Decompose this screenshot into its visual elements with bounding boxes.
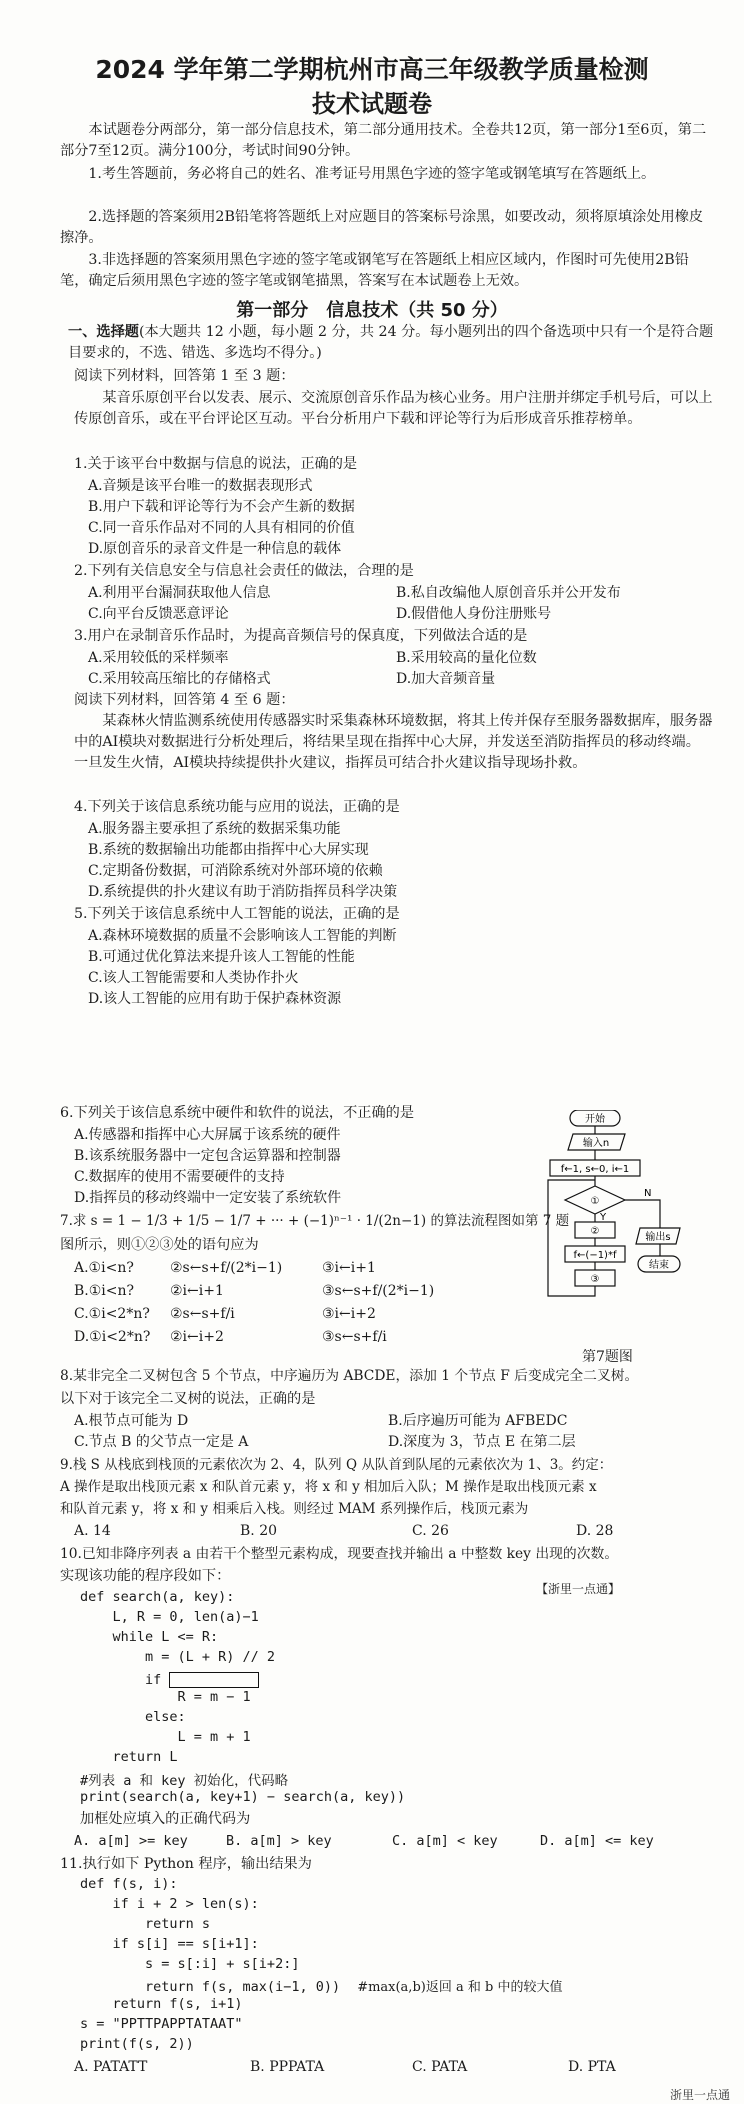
q7-option-d-3: ③s←s+f/i (322, 1329, 387, 1345)
q3-option-d: D.加大音频音量 (396, 671, 496, 687)
q7-figure-caption: 第7题图 (582, 1349, 633, 1365)
stamp-watermark: 【浙里一点通】 (536, 1582, 621, 1596)
q11-code-line-5: s = s[:i] + s[i+2:] (80, 1956, 300, 1972)
flowchart-output-label: 输出s (645, 1232, 671, 1243)
q4-option-d: D.系统提供的扑火建议有助于消防指挥员科学决策 (88, 884, 398, 900)
q3-option-b: B.采用较高的量化位数 (396, 650, 537, 666)
instructions-note-1: 1.考生答题前，务必将自己的姓名、准考证号用黑色字迹的签字笔或钢笔填写在答题纸上。 (88, 166, 656, 182)
q8-option-d: D.深度为 3，节点 E 在第二层 (388, 1434, 576, 1450)
flowchart-start-label: 开始 (585, 1114, 605, 1125)
q2-option-c: C.向平台反馈恶意评论 (88, 606, 229, 622)
q7-option-c-2: ②s←s+f/i (170, 1306, 235, 1322)
q10-code-line-1: def search(a, key): (80, 1589, 235, 1605)
q7-option-b-2: ②i←i+1 (170, 1283, 224, 1299)
q6-option-d: D.指挥员的移动终端中一定安装了系统软件 (74, 1190, 342, 1206)
q9-option-b: B. 20 (240, 1523, 278, 1539)
q10-code-line-9: return L (80, 1749, 178, 1765)
q10-code-line-11: print(search(a, key+1) − search(a, key)) (80, 1789, 406, 1805)
q1-option-a: A.音频是该平台唯一的数据表现形式 (88, 478, 313, 494)
q10-code-line-4: m = (L + R) // 2 (80, 1649, 276, 1665)
q1-option-d: D.原创音乐的录音文件是一种信息的载体 (88, 541, 342, 557)
q9-option-d: D. 28 (576, 1523, 614, 1539)
q10-stem-2: 实现该功能的程序段如下： (60, 1568, 231, 1584)
q6-option-a: A.传感器和指挥中心大屏属于该系统的硬件 (74, 1127, 341, 1143)
q11-code-line-7: return f(s, i+1) (80, 1996, 243, 2012)
q8-stem-2: 以下对于该完全二叉树的说法，正确的是 (60, 1391, 316, 1407)
q3-option-c: C.采用较高压缩比的存储格式 (88, 671, 271, 687)
q10-option-d: D. a[m] <= key (540, 1833, 654, 1849)
q2-option-b: B.私自改编他人原创音乐并公开发布 (396, 585, 621, 601)
exam-subtitle: 技术试题卷 (312, 90, 432, 118)
flowchart-flip-label: f←(−1)*f (573, 1250, 617, 1261)
instructions-note-2: 2.选择题的答案须用2B铅笔将答题纸上对应题目的答案标号涂黑，如要改动，须将原填涂处用橡皮擦净。 (60, 209, 704, 246)
q8-stem: 8.某非完全二叉树包含 5 个节点，中序遍历为 ABCDE，添加 1 个节点 F 后变成完全二叉树。 (60, 1368, 639, 1384)
choice-heading: 一、选择题 (68, 324, 139, 340)
q11-stem: 11.执行如下 Python 程序，输出结果为 (60, 1856, 312, 1872)
q11-code-line-6 (80, 1976, 562, 1995)
q2-option-a: A.利用平台漏洞获取他人信息 (88, 585, 271, 601)
q6-option-c: C.数据库的使用不需要硬件的支持 (74, 1169, 285, 1185)
q11-code-line-4: if s[i] == s[i+1]: (80, 1936, 259, 1952)
q5-option-b: B.可通过优化算法来提升该人工智能的性能 (88, 949, 355, 965)
flowchart-step3-label: ③ (590, 1274, 600, 1285)
q3-stem: 3.用户在录制音乐作品时，为提高音频信号的保真度，下列做法合适的是 (74, 628, 528, 644)
q8-option-a: A.根节点可能为 D (74, 1413, 189, 1429)
instructions-note-3: 3.非选择题的答案须用黑色字迹的签字笔或钢笔写在答题纸上相应区域内，作图时可先使用2B铅笔，确定后须用黑色字迹的签字笔或钢笔描黑，答案写在本试题卷上无效。 (60, 252, 689, 289)
flowchart-no-label: N (644, 1188, 652, 1199)
q1-option-c: C.同一音乐作品对不同的人具有相同的价值 (88, 520, 355, 536)
q7-option-a-2: ②s←s+f/(2*i−1) (170, 1260, 283, 1276)
q11-option-a: A. PATATT (74, 2059, 148, 2075)
q10-code-line-6: R = m − 1 (80, 1689, 251, 1705)
q10-answer-box (169, 1672, 259, 1688)
q9-line-2: A 操作是取出栈顶元素 x 和队首元素 y，将 x 和 y 相加后入队；M 操作是取出栈顶元素 x (60, 1479, 597, 1495)
footer-watermark: 浙里一点通 (670, 2088, 731, 2102)
q9-line-3: 和队首元素 y，将 x 和 y 相乘后入栈。则经过 MAM 系列操作后，栈顶元素为 (60, 1501, 529, 1517)
flowchart-yes-label: Y (600, 1212, 607, 1223)
q2-option-d: D.假借他人身份注册账号 (396, 606, 552, 622)
q1-option-b: B.用户下载和评论等行为不会产生新的数据 (88, 499, 355, 515)
q10-code-if: if (80, 1672, 170, 1688)
q11-option-c: C. PATA (412, 2059, 468, 2075)
q5-option-d: D.该人工智能的应用有助于保护森林资源 (88, 991, 342, 1007)
q11-code-line-1: def f(s, i): (80, 1876, 178, 1892)
q6-stem: 6.下列关于该信息系统中硬件和软件的说法，不正确的是 (60, 1105, 415, 1121)
flowchart-end-label: 结束 (649, 1260, 669, 1271)
q9-line-1: 9.栈 S 从栈底到栈顶的元素依次为 2、4，队列 Q 从队首到队尾的元素依次为 1、3。约定： (60, 1457, 613, 1473)
q11-code-line-2: if i + 2 > len(s): (80, 1896, 259, 1912)
q11-code-line-3: return s (80, 1916, 211, 1932)
q11-code-line-9: print(f(s, 2)) (80, 2036, 194, 2052)
choice-section-intro (68, 322, 718, 364)
flowchart-step2-label: ② (590, 1226, 600, 1237)
exam-title: 2024 学年第二学期杭州市高三年级教学质量检测 (95, 55, 649, 84)
reading-prompt-1: 阅读下列材料，回答第 1 至 3 题： (74, 368, 295, 384)
q1-stem: 1.关于该平台中数据与信息的说法，正确的是 (74, 456, 358, 472)
q2-stem: 2.下列有关信息安全与信息社会责任的做法，合理的是 (74, 563, 414, 579)
q8-option-b: B.后序遍历可能为 AFBEDC (388, 1413, 568, 1429)
q10-code-line-10: #列表 a 和 key 初始化，代码略 (80, 1773, 289, 1789)
q7-option-b-3: ③s←s+f/(2*i−1) (322, 1283, 435, 1299)
q7-option-a-1: A.①i<n? (74, 1260, 134, 1276)
q11-code-recursive-call: return f(s, max(i−1, 0)) (80, 1979, 341, 1995)
q10-code-line-5 (80, 1669, 259, 1688)
flowchart-init-label: f←1, s←0, i←1 (560, 1164, 630, 1175)
part1-heading: 第一部分 信息技术（共 50 分） (236, 300, 508, 321)
q5-option-c: C.该人工智能需要和人类协作扑火 (88, 970, 299, 986)
q7-option-b-1: B.①i<n? (74, 1283, 135, 1299)
q10-code-line-3: while L <= R: (80, 1629, 219, 1645)
q7-option-d-2: ②i←i+2 (170, 1329, 224, 1345)
q7-option-c-1: C.①i<2*n? (74, 1306, 150, 1322)
q11-option-d: D. PTA (568, 2059, 616, 2075)
reading-prompt-2: 阅读下列材料，回答第 4 至 6 题： (74, 692, 295, 708)
choice-description: (本大题共 12 小题，每小题 2 分，共 24 分。每小题列出的四个备选项中只有一个是符合题目要求的，不选、错选、多选均不得分。) (68, 324, 714, 361)
q10-option-b: B. a[m] > key (226, 1833, 332, 1849)
q8-option-c: C.节点 B 的父节点一定是 A (74, 1434, 249, 1450)
q4-option-a: A.服务器主要承担了系统的数据采集功能 (88, 821, 341, 837)
q10-code-line-8: L = m + 1 (80, 1729, 251, 1745)
q4-stem: 4.下列关于该信息系统功能与应用的说法，正确的是 (74, 799, 400, 815)
q10-ask: 加框处应填入的正确代码为 (80, 1811, 251, 1827)
q4-option-c: C.定期备份数据，可消除系统对外部环境的依赖 (88, 863, 383, 879)
q7-stem-2: 图所示，则①②③处的语句应为 (60, 1237, 259, 1253)
q6-option-b: B.该系统服务器中一定包含运算器和控制器 (74, 1148, 341, 1164)
q10-option-a: A. a[m] >= key (74, 1833, 188, 1849)
q5-option-a: A.森林环境数据的质量不会影响该人工智能的判断 (88, 928, 397, 944)
q10-option-c: C. a[m] < key (392, 1833, 498, 1849)
q9-option-c: C. 26 (412, 1523, 449, 1539)
q3-option-a: A.采用较低的采样频率 (88, 650, 229, 666)
material-2: 某森林火情监测系统使用传感器实时采集森林环境数据，将其上传并保存至服务器数据库，服务器中的AI模块对数据进行分析处理后，将结果呈现在指挥中心大屏，并发送至消防指挥员的移动终端。一旦发生火情，AI模块持续提供扑火建议，指挥员可结合扑火建议指导现场扑救。 (74, 713, 713, 771)
q7-option-d-1: D.①i<2*n? (74, 1329, 151, 1345)
q11-option-b: B. PPPATA (250, 2059, 325, 2075)
q7-stem: 7.求 s = 1 − 1/3 + 1/5 − 1/7 + ··· + (−1)ⁿ⁻¹ · 1/(2n−1) 的算法流程图如第 7 题 (60, 1213, 570, 1229)
q11-code-line-8: s = "PPTTPAPPTATAAT" (80, 2016, 243, 2032)
q5-stem: 5.下列关于该信息系统中人工智能的说法，正确的是 (74, 906, 400, 922)
q9-option-a: A. 14 (74, 1523, 111, 1539)
q10-code-line-2: L, R = 0, len(a)−1 (80, 1609, 259, 1625)
material-1: 某音乐原创平台以发表、展示、交流原创音乐作品为核心业务。用户注册并绑定手机号后，可以上传原创音乐，或在平台评论区互动。平台分析用户下载和评论等行为后形成音乐推荐榜单。 (74, 390, 713, 427)
q10-code-line-7: else: (80, 1709, 186, 1725)
flowchart-condition-label: ① (590, 1196, 600, 1207)
flowchart-input-label: 输入n (582, 1138, 610, 1149)
q7-option-c-3: ③i←i+2 (322, 1306, 376, 1322)
q10-stem: 10.已知非降序列表 a 由若干个整型元素构成，现要查找并输出 a 中整数 key 出现的次数。 (60, 1546, 619, 1562)
q7-option-a-3: ③i←i+1 (322, 1260, 376, 1276)
instructions-intro: 本试题卷分两部分，第一部分信息技术，第二部分通用技术。全卷共12页，第一部分1至6页，第二部分7至12页。满分100分，考试时间90分钟。 (60, 122, 707, 159)
q4-option-b: B.系统的数据输出功能都由指挥中心大屏实现 (88, 842, 369, 858)
q11-code-comment: #max(a,b)返回 a 和 b 中的较大值 (357, 1980, 563, 1995)
